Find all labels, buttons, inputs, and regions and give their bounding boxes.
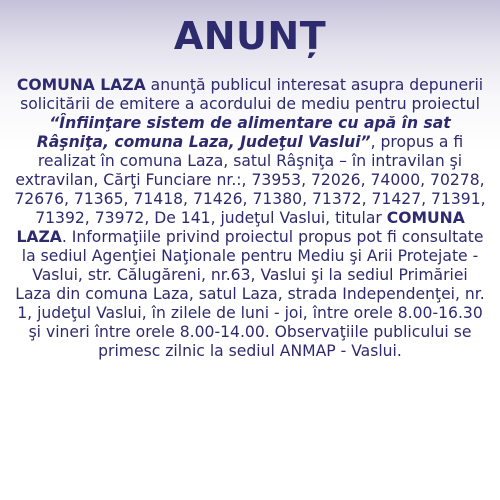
holder-name: COMUNA LAZA (16, 209, 465, 246)
page-title: ANUNȚ (173, 14, 327, 58)
announcement-text (14, 76, 486, 361)
project-title: “Înfiinţare sistem de alimentare cu apă în sat Râşniţa, comuna Laza, Judeţul Vaslui” (36, 114, 451, 151)
announcement-intro: anunţă publicul interesat asupra depunerii solicitării de emitere a acordului de mediu pentru proiectul (20, 76, 484, 113)
project-location-details: , propus a fi realizat în comuna Laza, satul Râşniţa – în intravilan şi extravilan, Cărţi Funciare nr.:, 73953, 72026, 74000, 70278, 72676, 71365, 71418, 71426, 71380, 71372, 71427, 71391, 71392, 73972, De 141, judeţul Vaslui, titular (14, 133, 486, 227)
applicant-name: COMUNA LAZA (16, 76, 146, 94)
consultation-details: . Informaţiile privind proiectul propus pot fi consultate la sediul Agenţiei Naţionale pentru Mediu şi Arii Protejate - Vaslui, str. Călugăreni, nr.63, Vaslui şi la sediul Primăriei Laza din comuna Laza, satul Laza, strada Independenţei, nr. 1, judeţul Vaslui, în zilele de luni - joi, între orele 8.00-16.30 şi vineri între orele 8.00-14.00. Observaţiile publicului se primesc zilnic la sediul ANMAP - Vaslui. (15, 228, 485, 360)
